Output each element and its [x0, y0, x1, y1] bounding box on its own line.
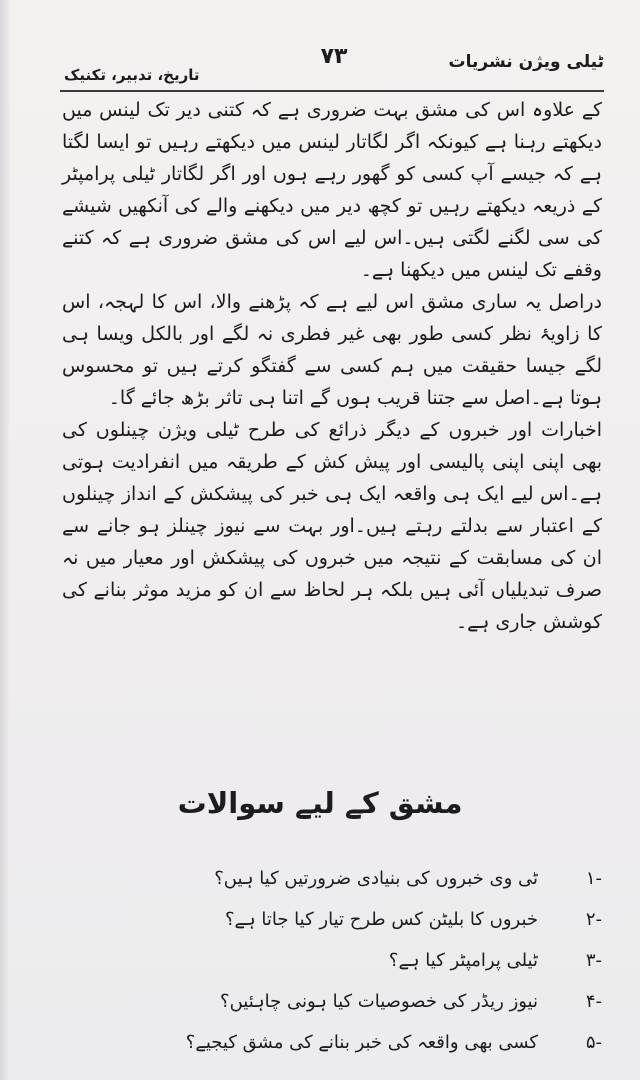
question-item [62, 1022, 602, 1063]
question-number: -۴ [585, 991, 602, 1012]
paragraph: اخبارات اور خبروں کے دیگر ذرائع کی طرح ٹیلی ویژن چینلوں کی بھی اپنی اپنی پالیسی اور پیش کش کے طریقہ میں انفرادیت ہوتی ہے۔اس لیے ایک ہی واقعہ ایک ہی خبر کی پیشکش کے انداز چینلوں کے اعتبار سے بدلتے رہتے ہیں۔اور بہت سے نیوز چینلز ہو جانے سے ان کی مسابقت کے نتیجہ میں خبروں کی پیشکش اور معیار میں نہ صرف تبدیلیاں آئی ہیں بلکہ ہر لحاظ سے ان کو مزید موثر بنانے کی کوشش جاری ہے۔ [62, 419, 602, 633]
question-item [62, 858, 602, 899]
question-list [62, 858, 602, 1063]
page-number: ۷۳ [320, 44, 348, 69]
question-number: -۳ [585, 950, 602, 971]
book-title: ٹیلی ویژن نشریات [448, 52, 604, 72]
header-rule [60, 90, 604, 92]
question-text: نیوز ریڈر کی خصوصیات کیا ہونی چاہئیں؟ [220, 991, 538, 1012]
question-text: کسی بھی واقعہ کی خبر بنانے کی مشق کیجیے؟ [185, 1032, 538, 1053]
question-item [62, 940, 602, 981]
exercise-heading: مشق کے لیے سوالات [177, 786, 463, 820]
question-item [62, 981, 602, 1022]
question-text: ٹیلی پرامپٹر کیا ہے؟ [388, 950, 538, 971]
running-header [64, 44, 604, 94]
main-text [62, 94, 602, 638]
chapter-title: تاریخ، تدبیر، تکنیک [64, 66, 200, 84]
paragraph: دراصل یہ ساری مشق اس لیے ہے کہ پڑھنے والا، اس کا لہجہ، اس کا زاویۂ نظر کسی طور بھی غیر فطری نہ لگے اور بالکل ویسا ہی لگے جیسا حقیقت میں ہم کسی سے گفتگو کرتے ہیں تو محسوس ہوتا ہے۔اصل سے جتنا قریب ہوں گے اتنا ہی تاثر بڑھ جائے گا۔ [62, 291, 602, 409]
question-text: ٹی وی خبروں کی بنیادی ضرورتیں کیا ہیں؟ [214, 868, 538, 889]
paragraph: کے علاوہ اس کی مشق بہت ضروری ہے کہ کتنی دیر تک لینس میں دیکھتے رہنا ہے کیونکہ اگر لگاتار لینس میں دیکھتے رہیں تو ایسا لگتا ہے کہ جیسے آپ کسی کو گھور رہے ہوں اور اگر لگاتار ٹیلی پرامپٹر کے ذریعہ دیکھتے رہیں تو کچھ دیر میں دیکھنے والے کی آنکھیں شیشے کی سی لگنے لگتی ہیں۔اس لیے اس کی مشق ضروری ہے کہ کتنے وقفے تک لینس میں دیکھنا ہے۔ [62, 99, 602, 281]
question-number: -۵ [585, 1032, 602, 1053]
question-item [62, 899, 602, 940]
question-text: خبروں کا بلیٹن کس طرح تیار کیا جاتا ہے؟ [224, 909, 538, 930]
page-spine-shadow [0, 0, 10, 1080]
question-number: -۱ [585, 868, 602, 889]
question-number: -۲ [585, 909, 602, 930]
